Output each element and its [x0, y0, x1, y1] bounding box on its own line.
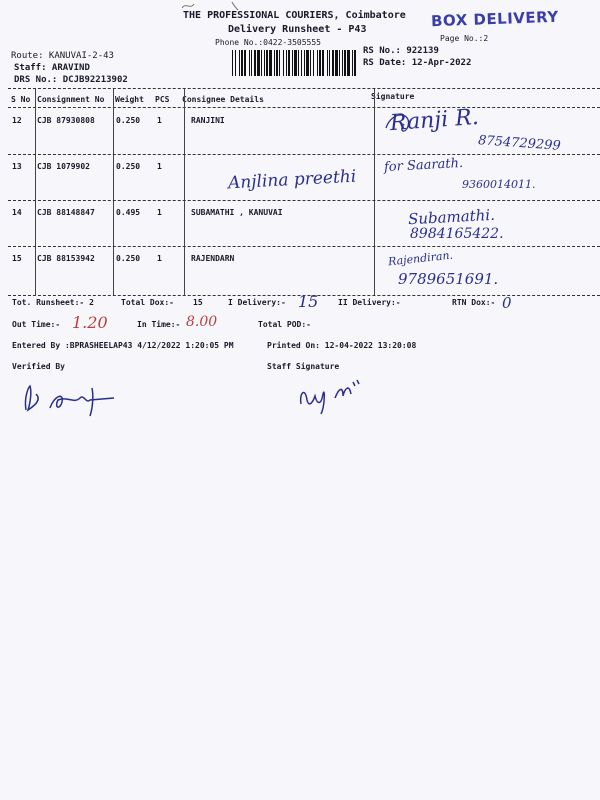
- header-bottom-rule: [8, 107, 600, 108]
- barcode-bar: [257, 50, 260, 76]
- tot-runsheet: Tot. Runsheet:- 2: [12, 298, 94, 307]
- staff-signature: Staff Signature: [267, 362, 340, 371]
- rtn-dox-label: RTN Dox:-: [452, 298, 496, 307]
- entered-by: Entered By :BPRASHEELAP43 4/12/2022 1:20:05 PM: [12, 341, 234, 350]
- barcode-bar: [298, 50, 299, 76]
- col-weight: Weight: [115, 95, 144, 104]
- barcode-bar: [286, 50, 287, 76]
- in-time-label: In Time:-: [137, 320, 181, 329]
- row-weight: 0.250: [116, 116, 141, 125]
- barcode-bar: [339, 50, 340, 76]
- barcode-bar: [269, 50, 272, 76]
- rs-number: RS No.: 922139: [363, 46, 439, 56]
- runsheet-title: Delivery Runsheet - P43: [228, 24, 367, 35]
- col-sno: S No: [11, 95, 31, 104]
- barcode-bar: [319, 50, 321, 76]
- in-time-value: 8.00: [186, 314, 218, 330]
- barcode-bar: [254, 50, 256, 76]
- barcode-bar: [332, 50, 334, 76]
- header-top-rule: [8, 88, 600, 89]
- row-weight: 0.495: [116, 208, 141, 217]
- row-consignment: CJB 88148847: [37, 208, 95, 217]
- verified-by: Verified By: [12, 362, 65, 371]
- barcode-bar: [266, 50, 268, 76]
- barcode-bar: [342, 50, 343, 76]
- consignee-handwritten: Anjlina preethi: [227, 166, 357, 194]
- company-name: THE PROFESSIONAL COURIERS, Coimbatore: [183, 10, 406, 21]
- printed-on: Printed On: 12-04-2022 13:20:08: [267, 341, 417, 350]
- barcode-bar: [283, 50, 284, 76]
- signature-handwriting: Subamathi.: [407, 205, 496, 229]
- barcode-bar: [239, 50, 240, 76]
- signature-phone: 8984165422.: [410, 226, 504, 242]
- barcode-bar: [347, 50, 350, 76]
- col-consignment: Consignment No: [37, 95, 105, 104]
- header-scribble: [178, 0, 248, 12]
- row-sno: 12: [12, 116, 22, 125]
- barcode-bar: [327, 50, 328, 76]
- barcode-bar: [313, 50, 314, 76]
- total-dox-value: 15: [193, 298, 203, 307]
- barcode-bar: [241, 50, 243, 76]
- col-divider: [184, 89, 185, 295]
- barcode-bar: [322, 50, 324, 76]
- barcode-bar: [304, 50, 305, 76]
- barcode-bar: [232, 50, 233, 76]
- barcode-bar: [344, 50, 346, 76]
- col-divider: [374, 89, 375, 295]
- barcode-bar: [335, 50, 338, 76]
- barcode-bar: [288, 50, 290, 76]
- box-delivery-stamp: BOX DELIVERY: [430, 7, 560, 31]
- signature-handwriting: for Saarath.: [383, 155, 464, 176]
- signature-handwriting: Rajendiran.: [387, 248, 454, 269]
- barcode-bar: [251, 50, 252, 76]
- out-time-label: Out Time:-: [12, 320, 61, 329]
- signature-handwriting: Ranji R.: [389, 104, 480, 137]
- rtn-dox-value: 0: [502, 294, 512, 312]
- ii-delivery-label: II Delivery:-: [338, 298, 401, 307]
- row-consignee: RAJENDARN: [191, 254, 235, 263]
- barcode-bar: [306, 50, 309, 76]
- col-signature: Signature: [371, 92, 415, 101]
- total-pod: Total POD:-: [258, 320, 311, 329]
- row-sno: 14: [12, 208, 22, 217]
- col-consignee: Consignee Details: [182, 95, 264, 104]
- row-sno: 15: [12, 254, 22, 263]
- row-consignee: RANJINI: [191, 116, 225, 125]
- barcode-bar: [276, 50, 278, 76]
- col-divider: [113, 89, 114, 295]
- row-rule: [8, 246, 600, 247]
- row-pcs: 1: [157, 116, 162, 125]
- i-delivery-label: I Delivery:-: [228, 298, 286, 307]
- row-pcs: 1: [157, 162, 162, 171]
- row-rule: [8, 200, 600, 201]
- total-dox-label: Total Dox:-: [121, 298, 174, 307]
- signature-phone: 9789651691.: [398, 270, 499, 288]
- barcode-bar: [274, 50, 275, 76]
- barcode-bar: [310, 50, 311, 76]
- signature-phone: 9360014011.: [462, 178, 536, 191]
- row-consignee: SUBAMATHI , KANUVAI: [191, 208, 283, 217]
- drs-number: DRS No.: DCJB92213902: [14, 75, 128, 85]
- out-time-value: 1.20: [72, 313, 108, 332]
- row-weight: 0.250: [116, 254, 141, 263]
- barcode-bar: [294, 50, 297, 76]
- row-pcs: 1: [157, 254, 162, 263]
- barcode-bar: [352, 50, 353, 76]
- row-weight: 0.250: [116, 162, 141, 171]
- col-pcs: PCS: [155, 95, 170, 104]
- row-consignment: CJB 1079902: [37, 162, 90, 171]
- barcode-bar: [264, 50, 265, 76]
- barcode-bar: [249, 50, 250, 76]
- rs-date: RS Date: 12-Apr-2022: [363, 58, 472, 68]
- staff-name: Staff: ARAVIND: [14, 63, 90, 73]
- barcode-bar: [244, 50, 246, 76]
- route: Route: KANUVAI-2-43: [11, 51, 114, 61]
- i-delivery-value: 15: [298, 292, 319, 311]
- barcode-bar: [329, 50, 330, 76]
- row-consignment: CJB 87930808: [37, 116, 95, 125]
- row12-signature-flourish: [382, 108, 482, 140]
- barcode: [230, 50, 360, 78]
- barcode-bar: [279, 50, 280, 76]
- barcode-bar: [301, 50, 302, 76]
- row-rule: [8, 154, 600, 155]
- page-number: Page No.:2: [440, 34, 489, 43]
- col-divider: [35, 89, 36, 295]
- barcode-bar: [292, 50, 293, 76]
- row-pcs: 1: [157, 208, 162, 217]
- signature-phone: 8754729299: [477, 133, 562, 154]
- row-sno: 13: [12, 162, 22, 171]
- phone-number: Phone No.:0422-3505555: [215, 38, 321, 47]
- row-consignment: CJB 88153942: [37, 254, 95, 263]
- barcode-bar: [354, 50, 356, 76]
- barcode-bar: [261, 50, 262, 76]
- verifier-signature: [20, 378, 120, 420]
- staff-signature-mark: [295, 374, 370, 418]
- barcode-bar: [235, 50, 236, 76]
- barcode-bar: [317, 50, 318, 76]
